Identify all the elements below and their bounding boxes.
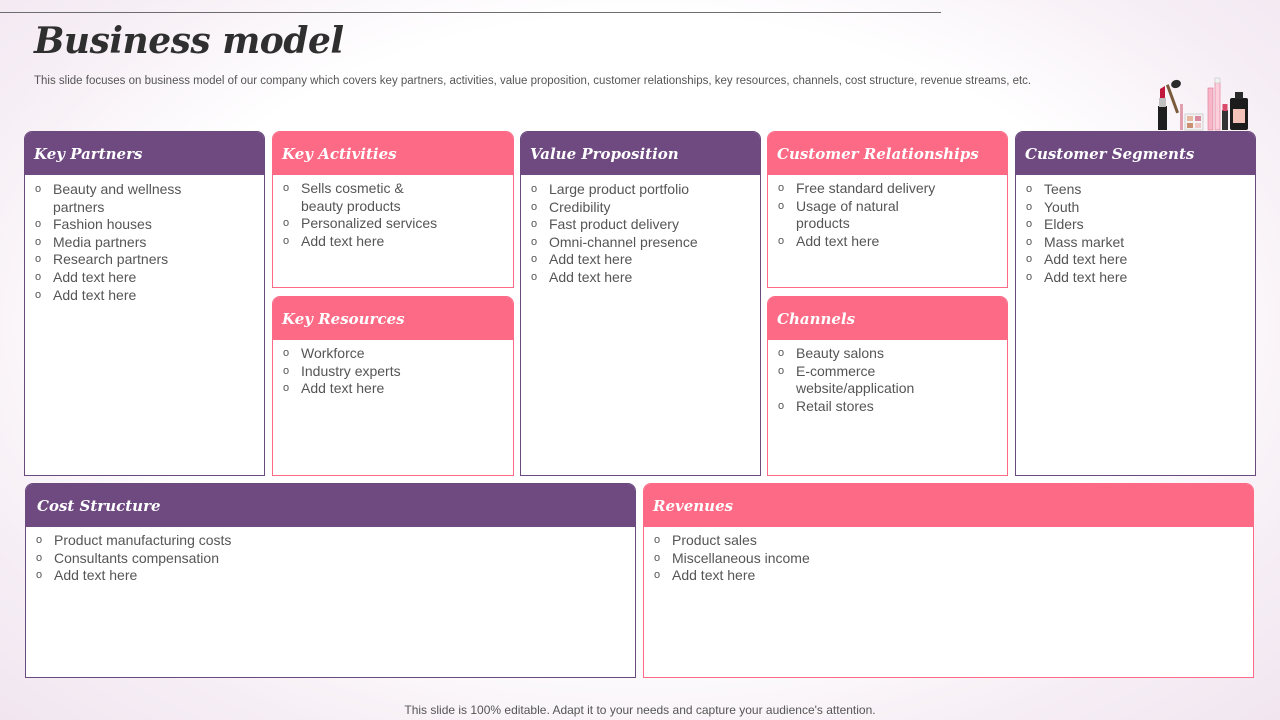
- bullet-icon: o: [36, 534, 43, 546]
- list-item: [530, 269, 752, 287]
- list-item: [530, 234, 752, 252]
- bullet-icon: o: [778, 182, 785, 194]
- list-item: [34, 269, 256, 287]
- list-item: [282, 345, 505, 363]
- bullet-icon: o: [778, 347, 785, 359]
- list-item: [1025, 199, 1247, 217]
- list-item-text: Fast product delivery: [549, 216, 679, 233]
- page-title: Business model: [34, 20, 344, 62]
- list-item: [35, 532, 627, 550]
- bullet-icon: o: [283, 382, 290, 395]
- list-item: [35, 567, 627, 585]
- list-item: [777, 198, 999, 233]
- list-item-text: Usage of natural products: [796, 197, 899, 232]
- card-header: Channels: [768, 297, 1007, 340]
- list-item-text: Product sales: [672, 532, 757, 548]
- list-item-text: Add text here: [1044, 268, 1128, 285]
- bullet-icon: o: [531, 253, 538, 266]
- list-item: [282, 215, 505, 233]
- list-item-text: Free standard delivery: [796, 180, 936, 196]
- card-customer-relationships: [767, 131, 1008, 288]
- bullet-icon: o: [654, 569, 661, 582]
- page-subtitle: This slide focuses on business model of our company which covers key partners, activities, value proposition, customer relationships, key resources, channels, cost structure, revenue streams, etc.: [34, 75, 1032, 87]
- list-item-text: Elders: [1044, 216, 1084, 233]
- card-header: Key Resources: [273, 297, 513, 340]
- list-item-text: Add text here: [54, 567, 138, 584]
- list-item-text: Add text here: [301, 232, 385, 249]
- list-item: [777, 398, 999, 416]
- bullet-icon: o: [35, 270, 42, 283]
- list-item: [777, 180, 999, 198]
- list-item: [34, 287, 256, 305]
- list-item-text: Youth: [1044, 198, 1080, 215]
- list-item-text: E-commerce website/application: [796, 362, 915, 397]
- list-item-text: Media partners: [53, 233, 147, 250]
- list-item: [777, 363, 999, 398]
- card-header: Revenues: [644, 484, 1253, 527]
- list-item: [1025, 251, 1247, 269]
- list-item: [34, 234, 256, 252]
- bullet-icon: o: [35, 183, 42, 195]
- bullet-icon: o: [1026, 218, 1033, 231]
- top-divider: [0, 12, 941, 13]
- list-item-text: Industry experts: [301, 362, 401, 379]
- list-item: [653, 532, 1245, 550]
- list-item-text: Add text here: [53, 286, 137, 303]
- list-item-text: Add text here: [53, 268, 137, 285]
- bullet-icon: o: [1026, 235, 1033, 248]
- list-item-text: Miscellaneous income: [672, 549, 810, 566]
- list-item: [1025, 216, 1247, 234]
- list-item-text: Omni-channel presence: [549, 233, 698, 250]
- item-list: [521, 175, 760, 287]
- item-list: [273, 340, 513, 398]
- item-list: [768, 175, 1007, 250]
- list-item-text: Teens: [1044, 181, 1082, 197]
- list-item: [530, 199, 752, 217]
- cosmetics-illustration: [1150, 76, 1256, 134]
- bullet-icon: o: [654, 534, 661, 546]
- bullet-icon: o: [283, 182, 290, 194]
- list-item: [35, 550, 627, 568]
- card-header: Key Partners: [25, 132, 264, 175]
- list-item-text: Consultants compensation: [54, 549, 219, 566]
- bullet-icon: o: [778, 199, 785, 212]
- bullet-icon: o: [36, 569, 43, 582]
- item-list: [26, 527, 635, 585]
- bullet-icon: o: [35, 253, 42, 266]
- bullet-icon: o: [1026, 200, 1033, 213]
- list-item-text: Retail stores: [796, 397, 874, 414]
- card-header: Cost Structure: [26, 484, 635, 527]
- bullet-icon: o: [778, 399, 785, 412]
- list-item-text: Add text here: [796, 232, 880, 249]
- bullet-icon: o: [1026, 270, 1033, 283]
- bullet-icon: o: [283, 364, 290, 377]
- list-item: [530, 251, 752, 269]
- list-item: [282, 233, 505, 251]
- list-item: [530, 181, 752, 199]
- list-item-text: Product manufacturing costs: [54, 532, 232, 548]
- bullet-icon: o: [531, 183, 538, 195]
- bullet-icon: o: [1026, 253, 1033, 266]
- list-item-text: Research partners: [53, 251, 169, 268]
- card-key-partners: [24, 131, 265, 476]
- card-header: Customer Relationships: [768, 132, 1007, 175]
- card-revenues: [643, 483, 1254, 678]
- list-item-text: Add text here: [549, 268, 633, 285]
- card-customer-segments: [1015, 131, 1256, 476]
- card-channels: [767, 296, 1008, 476]
- bullet-icon: o: [35, 288, 42, 301]
- list-item-text: Personalized services: [301, 215, 438, 232]
- list-item: [530, 216, 752, 234]
- list-item-text: Sells cosmetic & beauty products: [301, 180, 404, 214]
- bullet-icon: o: [36, 551, 43, 564]
- list-item: [653, 550, 1245, 568]
- bullet-icon: o: [283, 217, 290, 230]
- list-item-text: Mass market: [1044, 233, 1125, 250]
- bullet-icon: o: [531, 235, 538, 248]
- list-item-text: Large product portfolio: [549, 181, 690, 197]
- list-item: [282, 380, 505, 398]
- list-item-text: Credibility: [549, 198, 611, 215]
- list-item-text: Add text here: [301, 380, 385, 397]
- list-item: [282, 180, 505, 215]
- bullet-icon: o: [531, 270, 538, 283]
- list-item: [34, 216, 256, 234]
- list-item: [34, 181, 256, 216]
- list-item-text: Beauty salons: [796, 345, 884, 361]
- list-item-text: Beauty and wellness partners: [53, 181, 182, 215]
- card-key-activities: [272, 131, 514, 288]
- bullet-icon: o: [778, 364, 785, 377]
- list-item-text: Add text here: [672, 567, 756, 584]
- bullet-icon: o: [1026, 183, 1033, 195]
- list-item: [1025, 269, 1247, 287]
- item-list: [1016, 175, 1255, 287]
- item-list: [25, 175, 264, 304]
- bullet-icon: o: [35, 218, 42, 231]
- bullet-icon: o: [35, 235, 42, 248]
- item-list: [273, 175, 513, 250]
- bullet-icon: o: [531, 200, 538, 213]
- card-cost-structure: [25, 483, 636, 678]
- list-item-text: Add text here: [549, 251, 633, 268]
- bullet-icon: o: [778, 234, 785, 247]
- bullet-icon: o: [531, 218, 538, 231]
- bullet-icon: o: [283, 347, 290, 359]
- list-item: [777, 233, 999, 251]
- list-item: [1025, 234, 1247, 252]
- bullet-icon: o: [654, 551, 661, 564]
- list-item: [34, 251, 256, 269]
- list-item: [282, 363, 505, 381]
- bullet-icon: o: [283, 234, 290, 247]
- card-header: Value Proposition: [521, 132, 760, 175]
- card-header: Key Activities: [273, 132, 513, 175]
- list-item: [653, 567, 1245, 585]
- item-list: [768, 340, 1007, 415]
- item-list: [644, 527, 1253, 585]
- footer-note: This slide is 100% editable. Adapt it to your needs and capture your audience's attention.: [404, 703, 876, 717]
- card-key-resources: [272, 296, 514, 476]
- card-value-proposition: [520, 131, 761, 476]
- list-item: [777, 345, 999, 363]
- list-item: [1025, 181, 1247, 199]
- list-item-text: Workforce: [301, 345, 365, 361]
- list-item-text: Fashion houses: [53, 216, 152, 233]
- card-header: Customer Segments: [1016, 132, 1255, 175]
- list-item-text: Add text here: [1044, 251, 1128, 268]
